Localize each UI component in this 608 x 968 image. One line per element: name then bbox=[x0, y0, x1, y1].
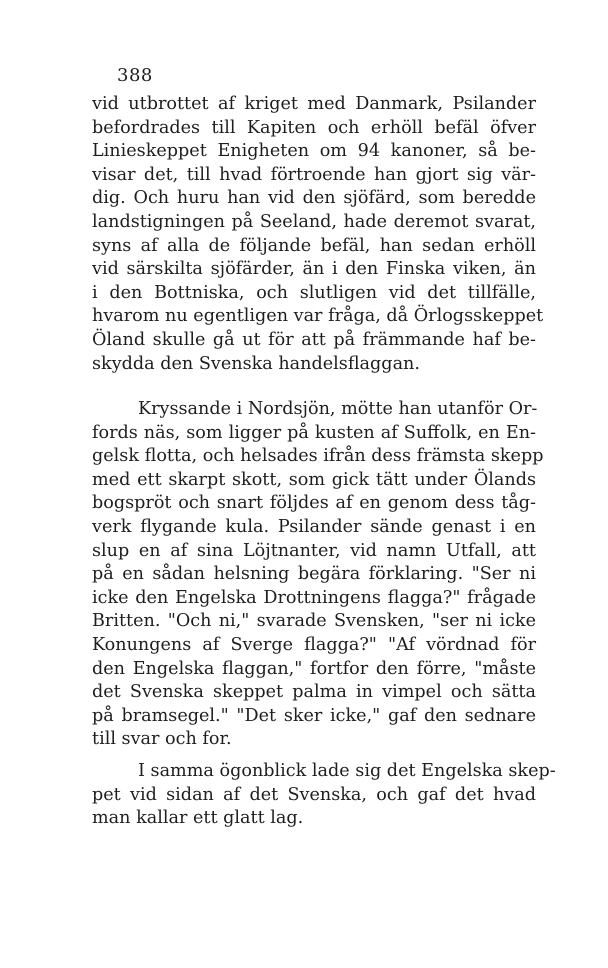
text-line: man kallar ett glatt lag. bbox=[92, 808, 304, 829]
text-line: Kryssande i Nordsjön, mötte han utanför Or- bbox=[138, 399, 538, 419]
paragraph-1 bbox=[92, 93, 544, 376]
text-line: i den Bottniska, och slutligen vid det tillfälle, bbox=[92, 282, 536, 303]
text-line: med ett skarpt skott, som gick tätt under Ölands bbox=[92, 469, 536, 490]
text-line: dig. Och huru han vid den sjöfärd, som beredde bbox=[92, 188, 536, 209]
text-line: verk flygande kula. Psilander sände genast i en bbox=[92, 516, 536, 537]
text-line: Konungens af Sverge flagga?" "Af vördnad för bbox=[92, 634, 536, 655]
text-line: vid utbrottet af kriget med Danmark, Psilander bbox=[92, 94, 536, 114]
text-line: Öland skulle gå ut för att på främmande haf be- bbox=[92, 329, 536, 350]
paragraph-2 bbox=[92, 398, 544, 752]
text-line: gelsk flotta, och helsades ifrån dess främsta skepp bbox=[92, 446, 544, 467]
text-line: på en sådan helsning begära förklaring. "Ser ni bbox=[92, 564, 536, 585]
paragraph-3 bbox=[92, 760, 556, 831]
text-line: vid särskilta sjöfärder, än i den Finska viken, än bbox=[92, 259, 536, 280]
text-line: Britten. "Och ni," svarade Svensken, "ser ni icke bbox=[92, 611, 536, 632]
text-line: slup en af sina Löjtnanter, vid namn Utfall, att bbox=[92, 540, 536, 561]
text-line: landstigningen på Seeland, hade deremot svarat, bbox=[92, 211, 536, 232]
text-line: pet vid sidan af det Svenska, och gaf det hvad bbox=[92, 784, 536, 805]
text-line: visar det, till hvad förtroende han gjort sig vär- bbox=[92, 164, 536, 185]
text-line: fords näs, som ligger på kusten af Suffolk, en En- bbox=[92, 422, 536, 443]
text-line: Linieskeppet Enigheten om 94 kanoner, så be- bbox=[92, 141, 536, 162]
text-line: på bramsegel." "Det sker icke," gaf den sednare bbox=[92, 705, 536, 726]
page-number: 388 bbox=[117, 65, 153, 86]
text-line: bogspröt och snart följdes af en genom dess tåg- bbox=[92, 493, 536, 514]
text-line: hvarom nu egentligen var fråga, då Örlogsskeppet bbox=[92, 306, 544, 327]
text-line: till svar och for. bbox=[92, 729, 232, 750]
text-line: syns af alla de följande befäl, han sedan erhöll bbox=[92, 235, 536, 256]
text-line: det Svenska skeppet palma in vimpel och sätta bbox=[92, 682, 536, 703]
text-line: icke den Engelska Drottningens flagga?" frågade bbox=[92, 587, 536, 608]
text-line: befordrades till Kapiten och erhöll befäl öfver bbox=[92, 117, 536, 138]
text-line: I samma ögonblick lade sig det Engelska skep- bbox=[138, 761, 556, 781]
text-line: skydda den Svenska handelsflaggan. bbox=[92, 353, 420, 374]
text-line: den Engelska flaggan," fortfor den förre, "måste bbox=[92, 658, 536, 679]
